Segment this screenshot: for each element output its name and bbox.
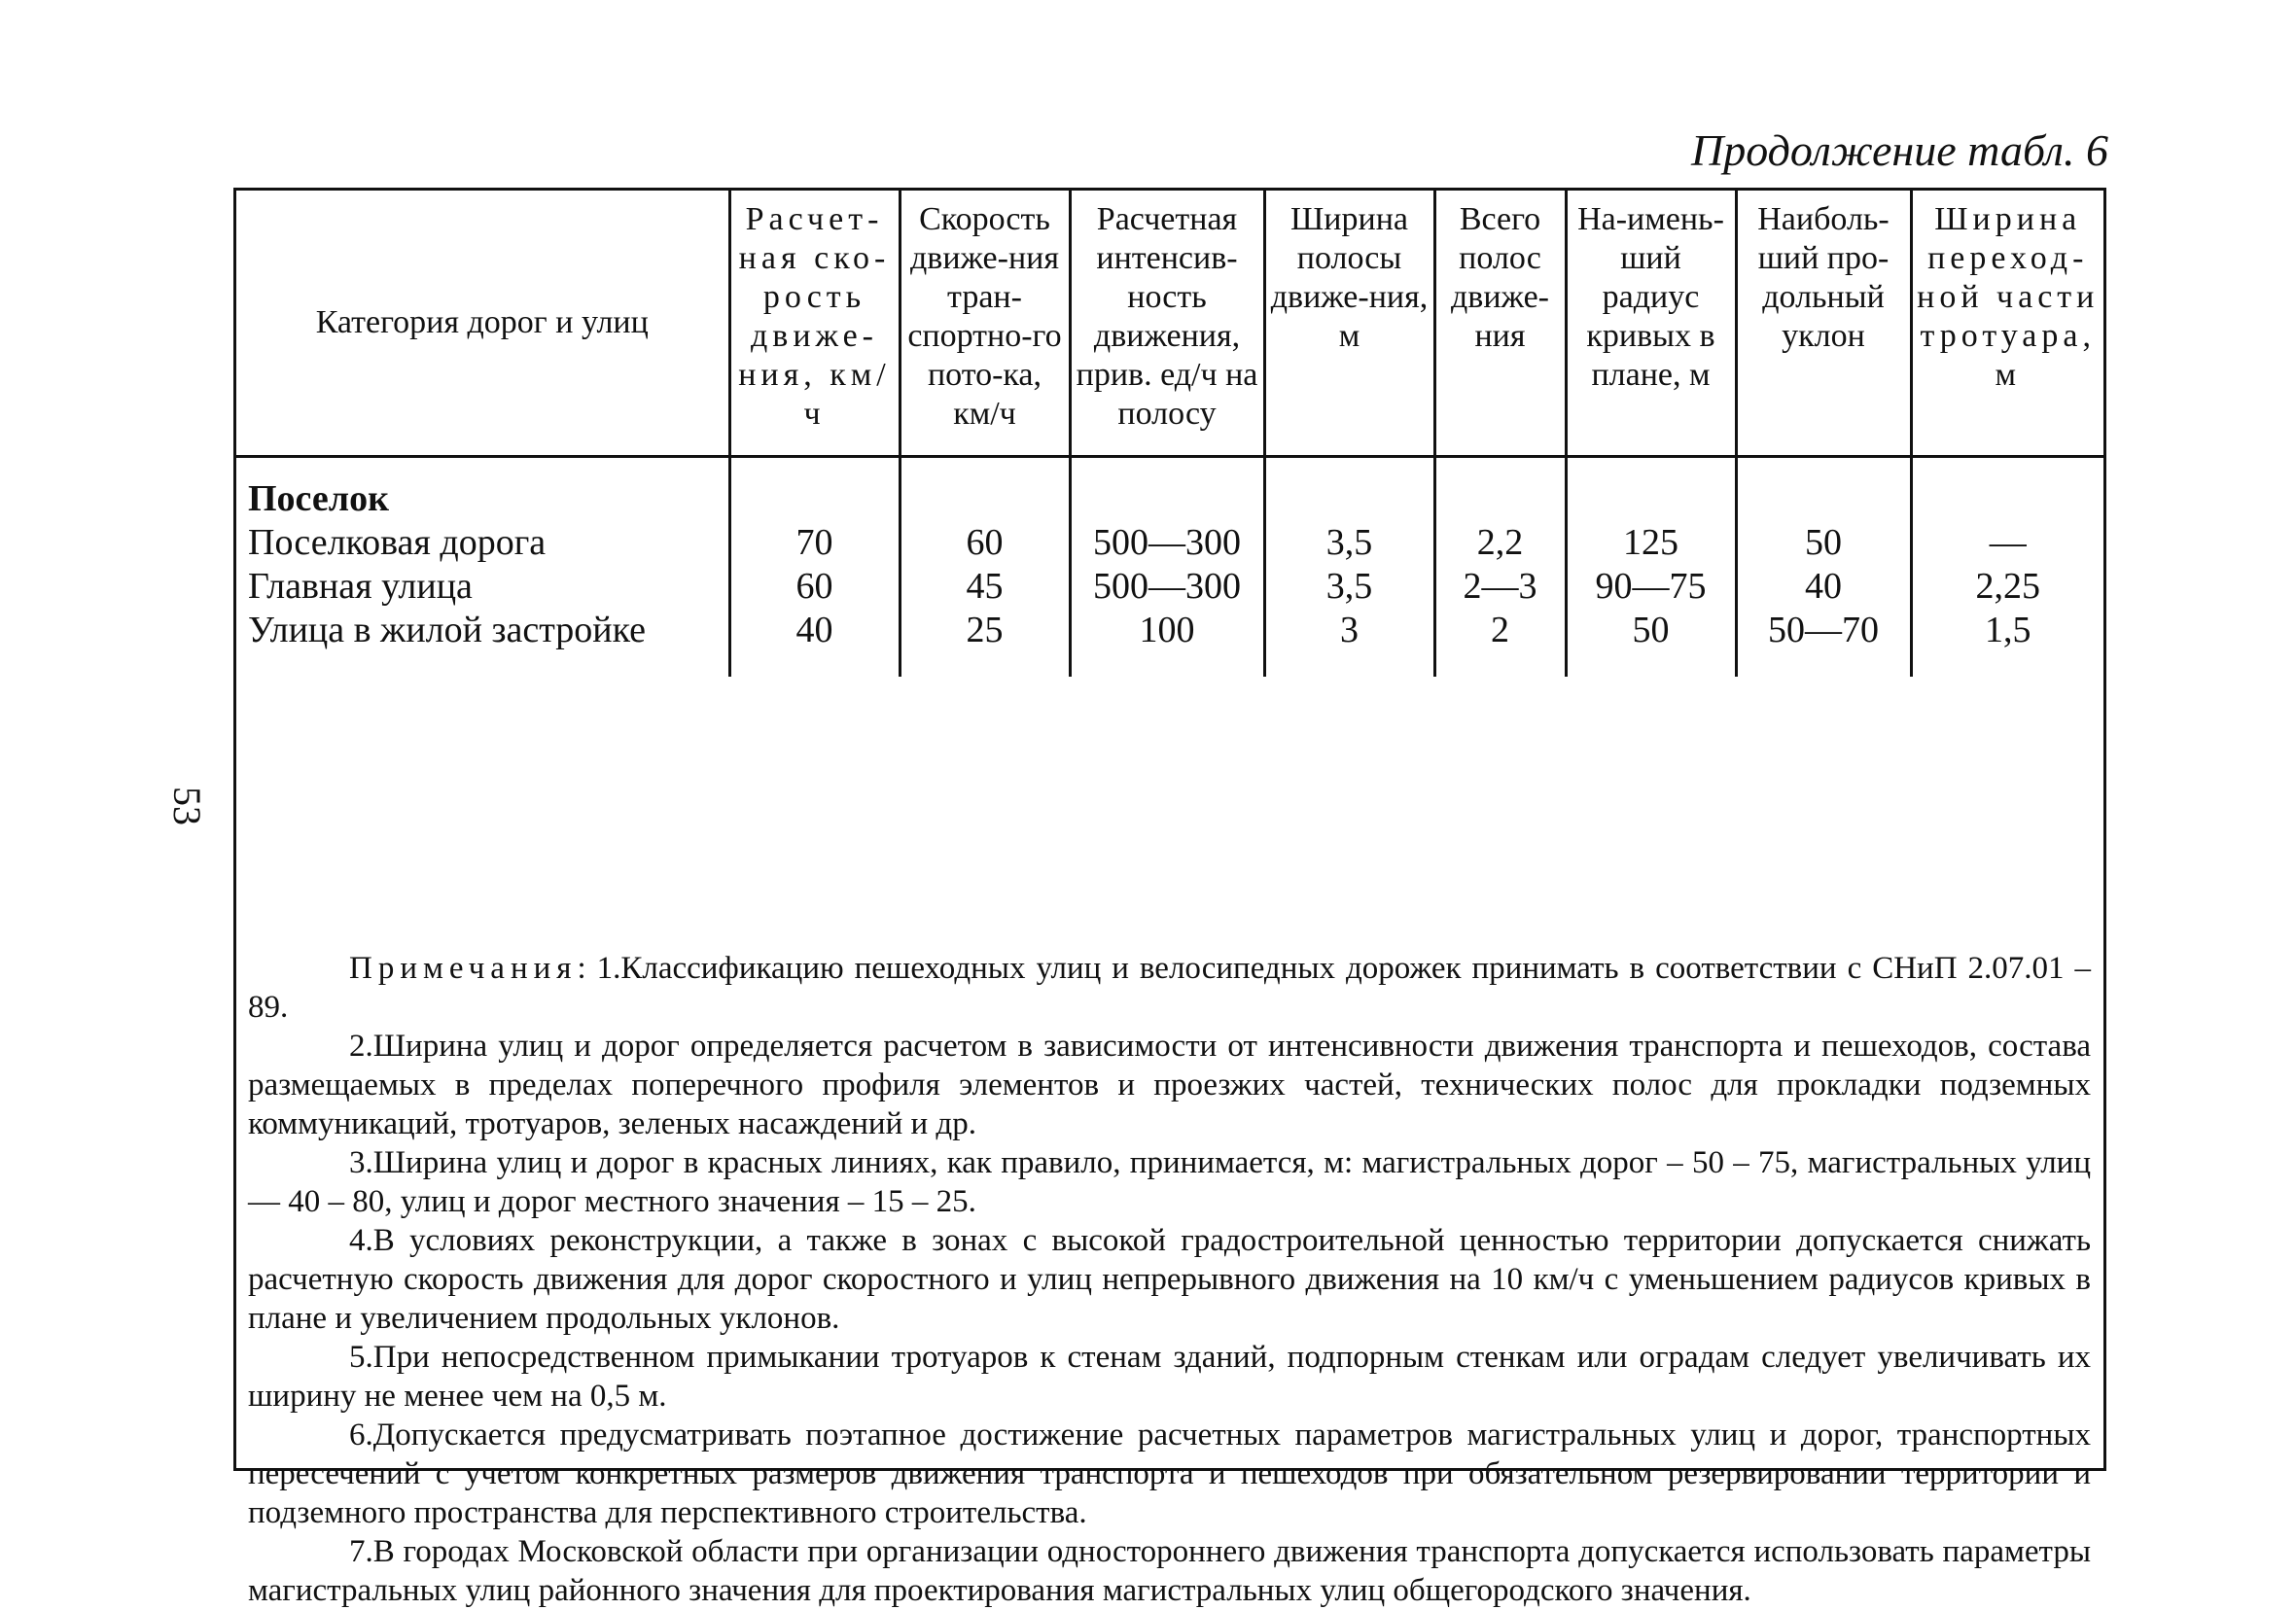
note-6: 6.Допускается предусматривать поэтапное достижение расчетных параметров магистральных улиц и дорог, транспортных пересечений с учетом конкретных размеров движения транспорта и пешеходов при обязательном резервировании территории и подземного пространства для перспективного строительства. xyxy=(248,1418,2091,1530)
table-cell: Улица в жилой застройке xyxy=(248,609,646,650)
header-lanes-total: Всего полос движе-ния xyxy=(1434,191,1566,456)
table-cell: 25 xyxy=(900,609,1070,677)
note-5: 5.При непосредственном примыкании тротуаров к стенам зданий, подпорным стенкам или оградам следует увеличивать их ширину не менее чем на 0,5 м. xyxy=(248,1340,2091,1414)
table-cell: 60 xyxy=(729,565,900,609)
table-cell: 125 xyxy=(1566,521,1736,565)
table-cell: 500—300 xyxy=(1070,565,1264,609)
table-cell: 3 xyxy=(1264,609,1434,677)
note-2: 2.Ширина улиц и дорог определяется расчетом в зависимости от интенсивности движения транспорта и пешеходов, состава размещаемых в пределах поперечного профиля элементов и проезжих частей, технических полос для прокладки подземных коммуникаций, тротуаров, зеленых насаждений и др. xyxy=(248,1029,2091,1141)
header-lane-width: Ширина полосы движе-ния, м xyxy=(1264,191,1434,456)
table-cell: 70 xyxy=(729,521,900,565)
table-cell: 2,25 xyxy=(1911,565,2103,609)
table-cell xyxy=(729,456,900,521)
table-cell: 50 xyxy=(1736,521,1911,565)
table-cell: 50—70 xyxy=(1736,609,1911,677)
table-cell xyxy=(1070,456,1264,521)
header-max-gradient: Наиболь-ший про-дольный уклон xyxy=(1736,191,1911,456)
table-cell: 500—300 xyxy=(1070,521,1264,565)
table-frame xyxy=(233,188,2106,1608)
table-cell xyxy=(1434,456,1566,521)
table-cell xyxy=(1264,456,1434,521)
table-continuation-title: Продолжение табл. 6 xyxy=(1691,125,2108,175)
table-cell: 2 xyxy=(1434,609,1566,677)
table-cell xyxy=(1911,456,2103,521)
table-group-row xyxy=(236,456,2103,521)
note-3: 3.Ширина улиц и дорог в красных линиях, как правило, принимается, м: магистральных дорог – 50 – 75, магистральных улиц — 40 – 80, улиц и дорог местного значения – 15 – 25. xyxy=(248,1145,2091,1219)
table-cell: — xyxy=(1911,521,2103,565)
table-row xyxy=(236,521,2103,565)
header-min-radius: На-имень-ший радиус кривых в плане, м xyxy=(1566,191,1736,456)
table-cell: 40 xyxy=(1736,565,1911,609)
note-4: 4.В условиях реконструкции, а также в зонах с высокой градостроительной ценностью территории допускается снижать расчетную скорость движения для дорог скоростного и улиц непрерывного движения на 10 км/ч с уменьшением радиусов кривых в плане и увеличением продольных уклонов. xyxy=(248,1223,2091,1336)
header-sidewalk-width: Ширина переход-ной части тротуара, м xyxy=(1911,191,2103,456)
notes-label: Примечания xyxy=(349,951,578,986)
table-cell: Поселковая дорога xyxy=(248,521,547,563)
table-cell: 100 xyxy=(1070,609,1264,677)
table-cell: 2—3 xyxy=(1434,565,1566,609)
table-cell: 3,5 xyxy=(1264,521,1434,565)
table-cell: 90—75 xyxy=(1566,565,1736,609)
page-number: 53 xyxy=(165,787,209,825)
table-cell xyxy=(1736,456,1911,521)
table-cell xyxy=(900,456,1070,521)
header-design-intensity: Расчетная интенсив-ность движения, прив. ед/ч на полосу xyxy=(1070,191,1264,456)
group-label: Поселок xyxy=(248,477,389,519)
table-cell: 45 xyxy=(900,565,1070,609)
table-header-row xyxy=(236,191,2103,456)
note-1 xyxy=(248,949,2091,1027)
table-cell: 1,5 xyxy=(1911,609,2103,677)
table-row xyxy=(236,609,2103,677)
note-text: : 1.Классификацию пешеходных улиц и велосипедных дорожек принимать в соответствии с СНиП 2.07.01 – 89. xyxy=(248,951,2091,1025)
table-cell: 3,5 xyxy=(1264,565,1434,609)
note-7: 7.В городах Московской области при организации одностороннего движения транспорта допускается использовать параметры магистральных улиц районного значения для проектирования магистральных улиц общегородского значения. xyxy=(248,1534,2091,1608)
table-cell: 40 xyxy=(729,609,900,677)
table-cell xyxy=(1566,456,1736,521)
table-cell: Главная улица xyxy=(248,565,473,607)
group-label-cell xyxy=(236,456,729,521)
parameters-table xyxy=(236,191,2103,677)
table-cell: 2,2 xyxy=(1434,521,1566,565)
header-category: Категория дорог и улиц xyxy=(236,191,729,456)
header-design-speed: Расчет-ная ско-рость движе-ния, км/ч xyxy=(729,191,900,456)
table-row xyxy=(236,565,2103,609)
header-traffic-speed: Скорость движе-ния тран-спортно-го пото-ка, км/ч xyxy=(900,191,1070,456)
table-cell: 50 xyxy=(1566,609,1736,677)
table-cell: 60 xyxy=(900,521,1070,565)
notes-section xyxy=(248,949,2091,1610)
